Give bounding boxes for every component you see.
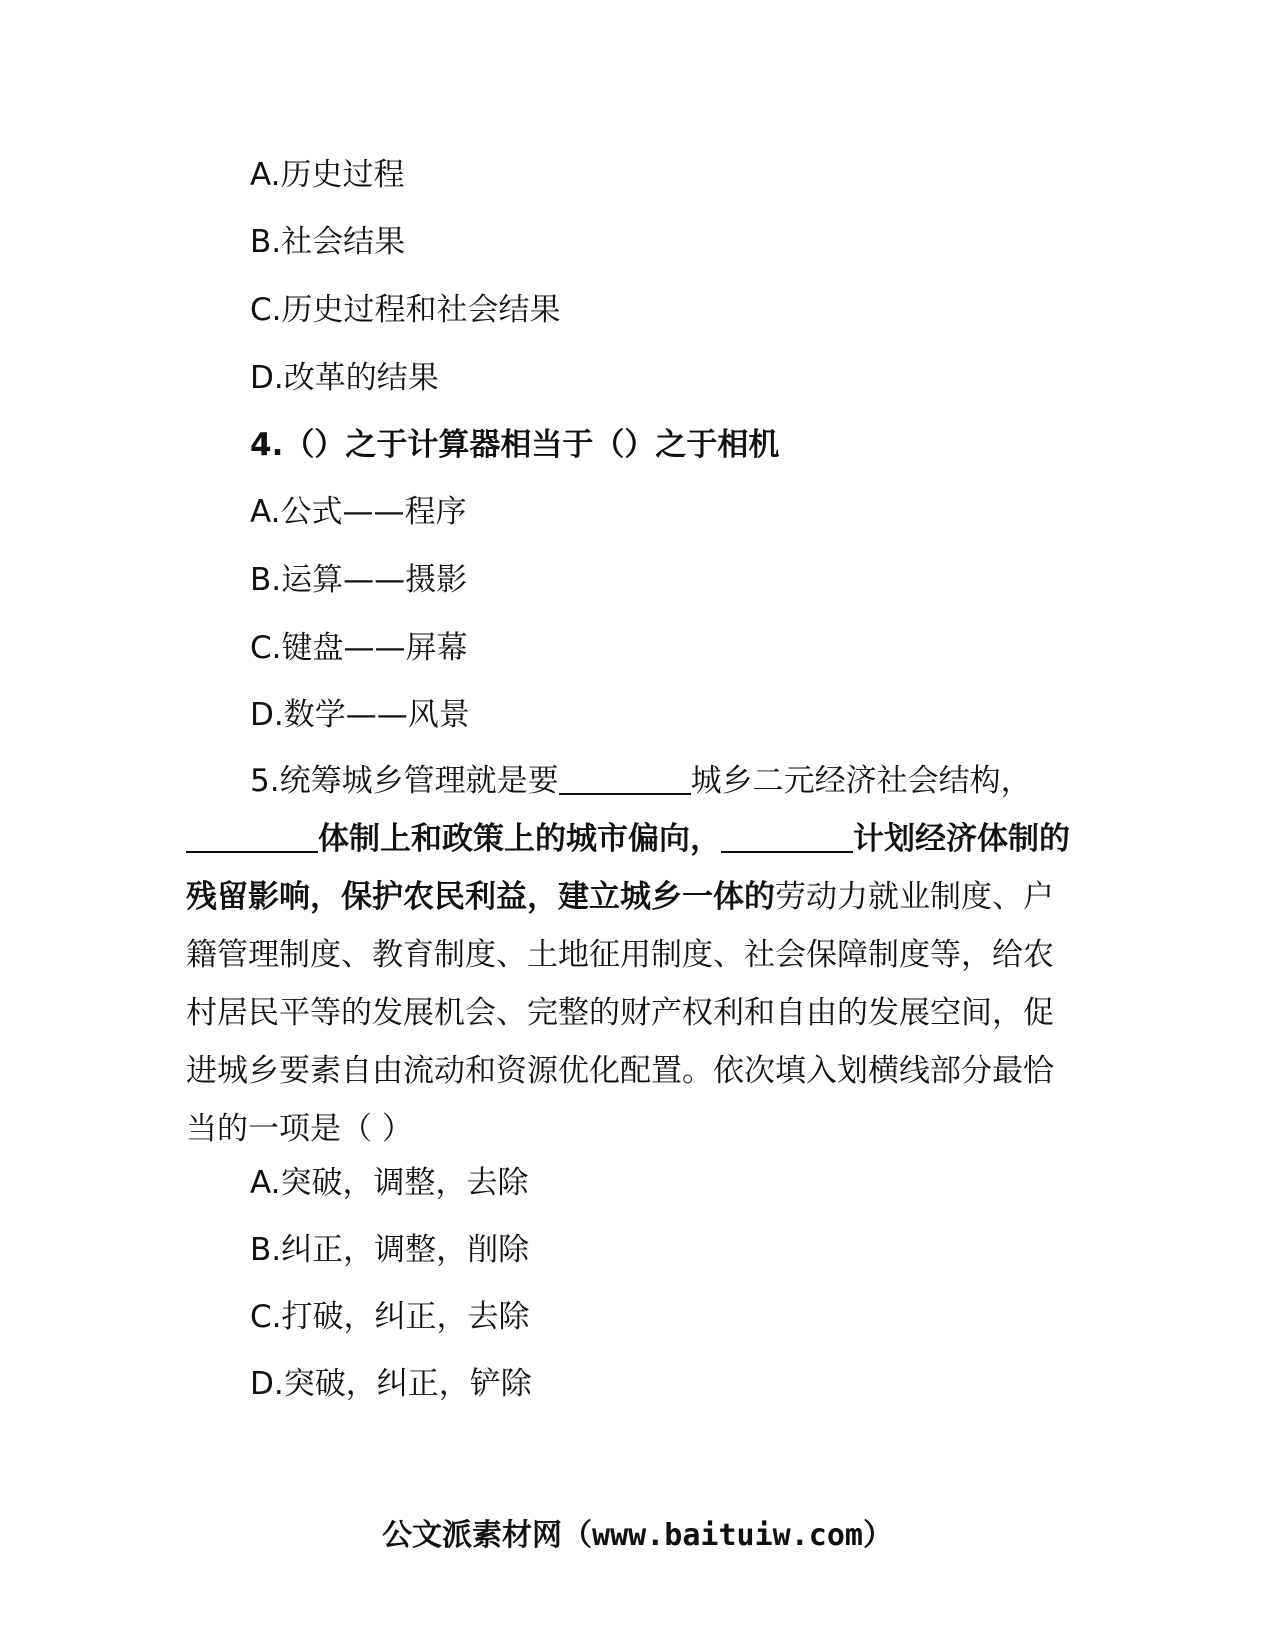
q3-option-d: D.改革的结果	[250, 360, 439, 396]
footer-site-name: 公文派素材网	[382, 1518, 563, 1553]
q5-option-c: C.打破，纠正，去除	[250, 1299, 530, 1335]
q3-option-b: B.社会结果	[250, 224, 406, 260]
q4-stem: 4.（）之于计算器相当于（）之于相机	[250, 427, 780, 463]
footer-url: （www.baituiw.com）	[562, 1518, 893, 1553]
q5-text-2: 城乡二元经济社会结构，	[690, 763, 1032, 799]
q4-option-a: A.公式——程序	[250, 494, 467, 530]
q5-text-4: 计划经济体制的残留影响，保护农民利益，建立城乡一体的	[186, 821, 1070, 915]
q4-option-c: C.键盘——屏幕	[250, 630, 468, 666]
footer-watermark	[0, 1510, 1275, 1554]
q5-option-d: D.突破，纠正，铲除	[250, 1366, 532, 1402]
q5-stem	[186, 752, 1076, 1158]
q4-option-d: D.数学——风景	[250, 697, 470, 733]
q4-option-b: B.运算——摄影	[250, 562, 468, 598]
q5-option-b: B.纠正，调整，削除	[250, 1232, 530, 1268]
q5-text-5: 劳动力就业制度、户籍管理制度、教育制度、土地征用制度、社会保障制度等，给农村居民平等的发展机会、完整的财产权利和自由的发展空间，促进城乡要素自由流动和资源优化配置。依次填入划横线部分最恰当的一项是（ ）	[186, 879, 1054, 1147]
q5-text-3: 体制上和政策上的城市偏向，	[318, 821, 721, 857]
q3-option-c: C.历史过程和社会结果	[250, 292, 561, 328]
q5-option-a: A.突破，调整，去除	[250, 1165, 529, 1201]
q5-blank-3	[721, 817, 853, 853]
q5-text-1: 5.统筹城乡管理就是要	[250, 763, 559, 799]
q5-blank-2	[186, 817, 318, 853]
q5-blank-1	[559, 759, 691, 795]
q3-option-a: A.历史过程	[250, 157, 405, 193]
